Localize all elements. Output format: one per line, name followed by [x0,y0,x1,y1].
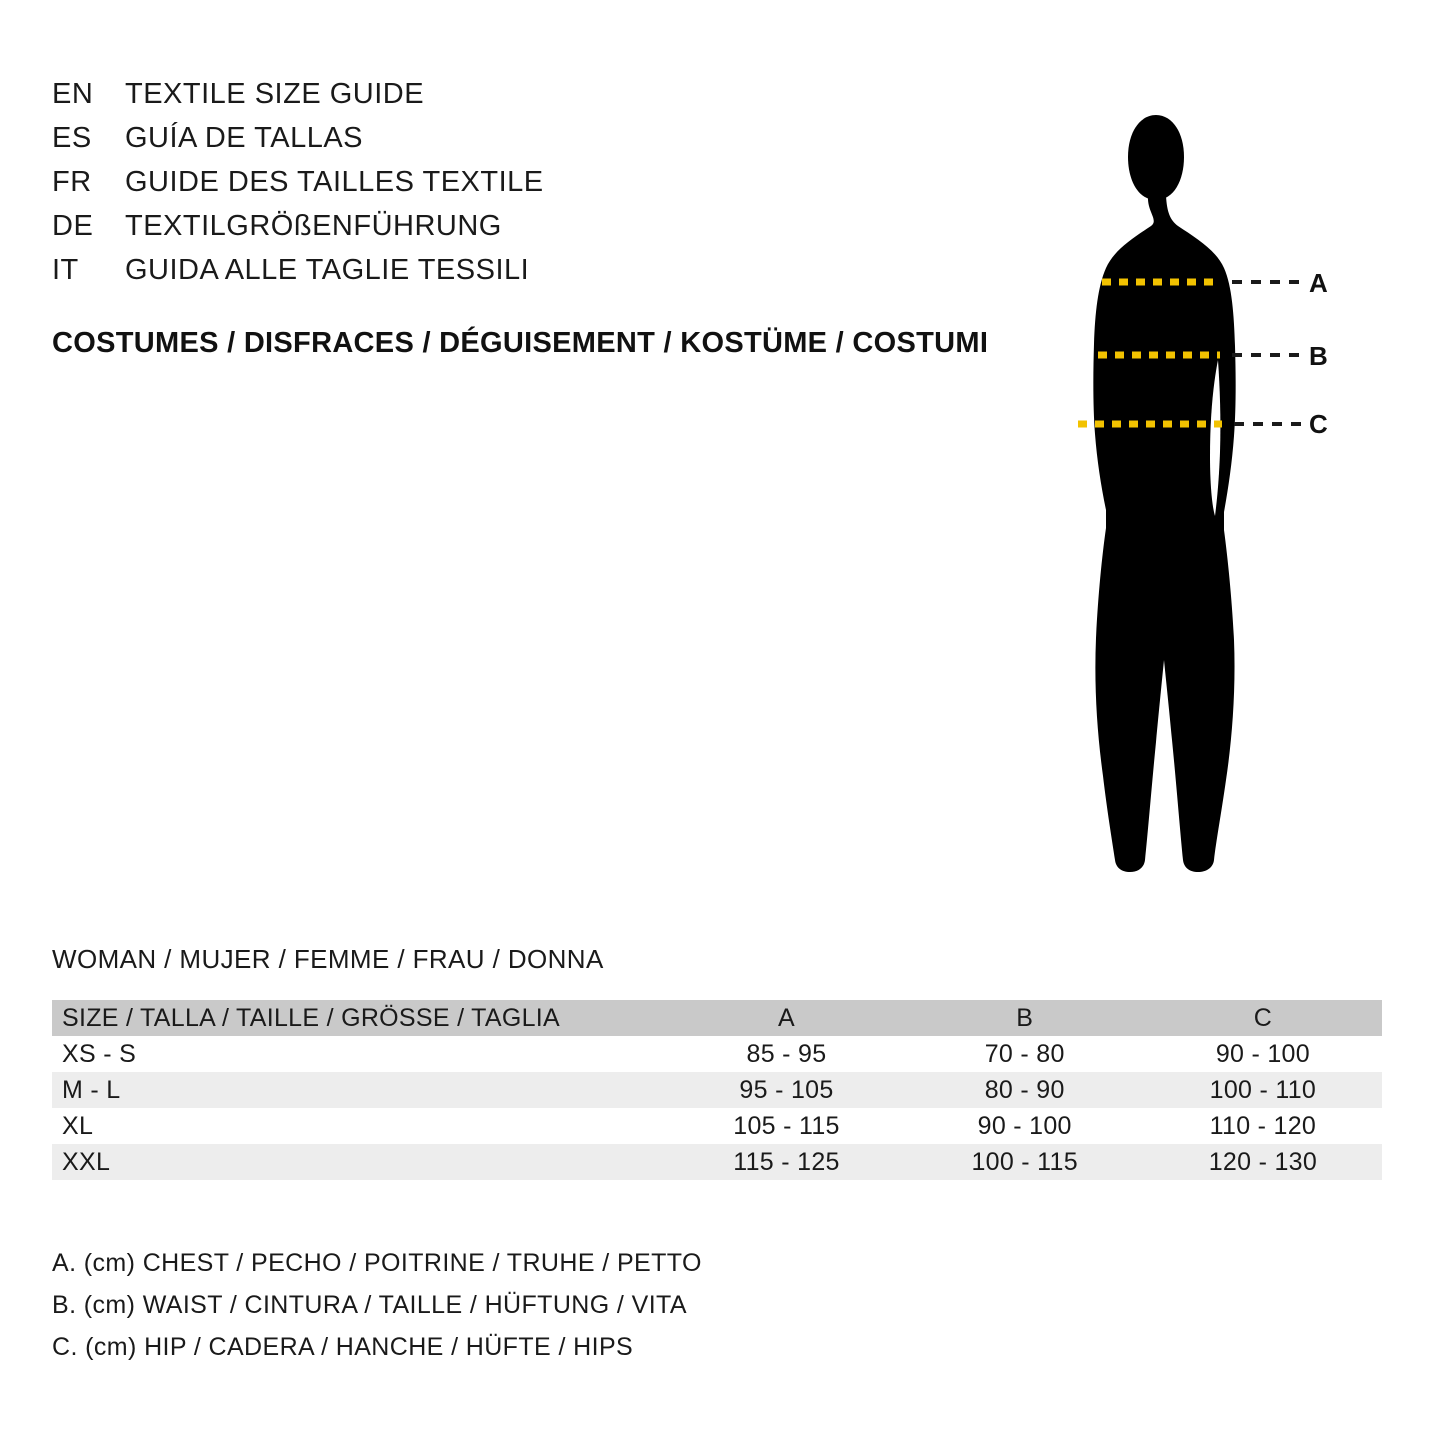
language-text: GUIDA ALLE TAGLIE TESSILI [125,254,530,286]
cell-b: 70 - 80 [984,1039,1065,1068]
language-text: GUÍA DE TALLAS [125,122,364,154]
cell-c: 120 - 130 [1208,1147,1318,1176]
table-body [52,1036,1382,1180]
column-header-c: C [1253,1003,1273,1032]
legend-line-b: B. (cm) WAIST / CINTURA / TAILLE / HÜFTUNG / VITA [52,1291,687,1319]
language-code: DE [52,210,94,242]
cell-b: 90 - 100 [977,1111,1072,1140]
cell-size: XS - S [62,1039,137,1068]
costumes-subtitle: COSTUMES / DISFRACES / DÉGUISEMENT / KOSTÜME / COSTUMI [52,327,989,359]
size-table [52,1000,1382,1180]
marker-label-a: A [1309,268,1328,298]
female-silhouette-figure [1020,60,1400,890]
cell-c: 110 - 120 [1209,1111,1317,1140]
language-list [52,72,1002,292]
language-code: EN [52,78,94,110]
table-caption: WOMAN / MUJER / FEMME / FRAU / DONNA [52,944,604,974]
cell-a: 85 - 95 [746,1039,827,1068]
table-header [52,1000,1382,1036]
column-header-a: A [778,1003,795,1032]
column-header-size: SIZE / TALLA / TAILLE / GRÖSSE / TAGLIA [62,1003,561,1032]
marker-label-b: B [1309,341,1328,371]
language-row [52,248,1002,292]
language-text: TEXTILE SIZE GUIDE [125,78,425,110]
table-header-row [52,1000,1382,1036]
cell-size: M - L [62,1075,121,1104]
cell-b: 80 - 90 [984,1075,1065,1104]
legend-line-c: C. (cm) HIP / CADERA / HANCHE / HÜFTE / HIPS [52,1333,634,1361]
cell-b: 100 - 115 [971,1147,1078,1176]
language-text: TEXTILGRÖßENFÜHRUNG [125,210,502,242]
table-row [52,1036,1382,1072]
table-row [52,1144,1382,1180]
cell-a: 105 - 115 [733,1111,840,1140]
cell-c: 100 - 110 [1209,1075,1317,1104]
language-row [52,116,1002,160]
cell-c: 90 - 100 [1215,1039,1310,1068]
language-code: IT [52,254,79,286]
cell-size: XXL [62,1147,111,1176]
language-row [52,160,1002,204]
cell-a: 95 - 105 [739,1075,834,1104]
cell-a: 115 - 125 [733,1147,840,1176]
column-header-b: B [1016,1003,1034,1032]
table-row [52,1108,1382,1144]
language-text: GUIDE DES TAILLES TEXTILE [125,166,544,198]
silhouette-svg [1020,60,1400,890]
language-code: ES [52,122,92,154]
legend-line-a: A. (cm) CHEST / PECHO / POITRINE / TRUHE / PETTO [52,1249,702,1277]
language-row [52,204,1002,248]
marker-label-c: C [1309,409,1328,439]
table-row [52,1072,1382,1108]
measurement-legend [52,1242,702,1368]
cell-size: XL [62,1111,94,1140]
language-row [52,72,1002,116]
language-code: FR [52,166,92,198]
